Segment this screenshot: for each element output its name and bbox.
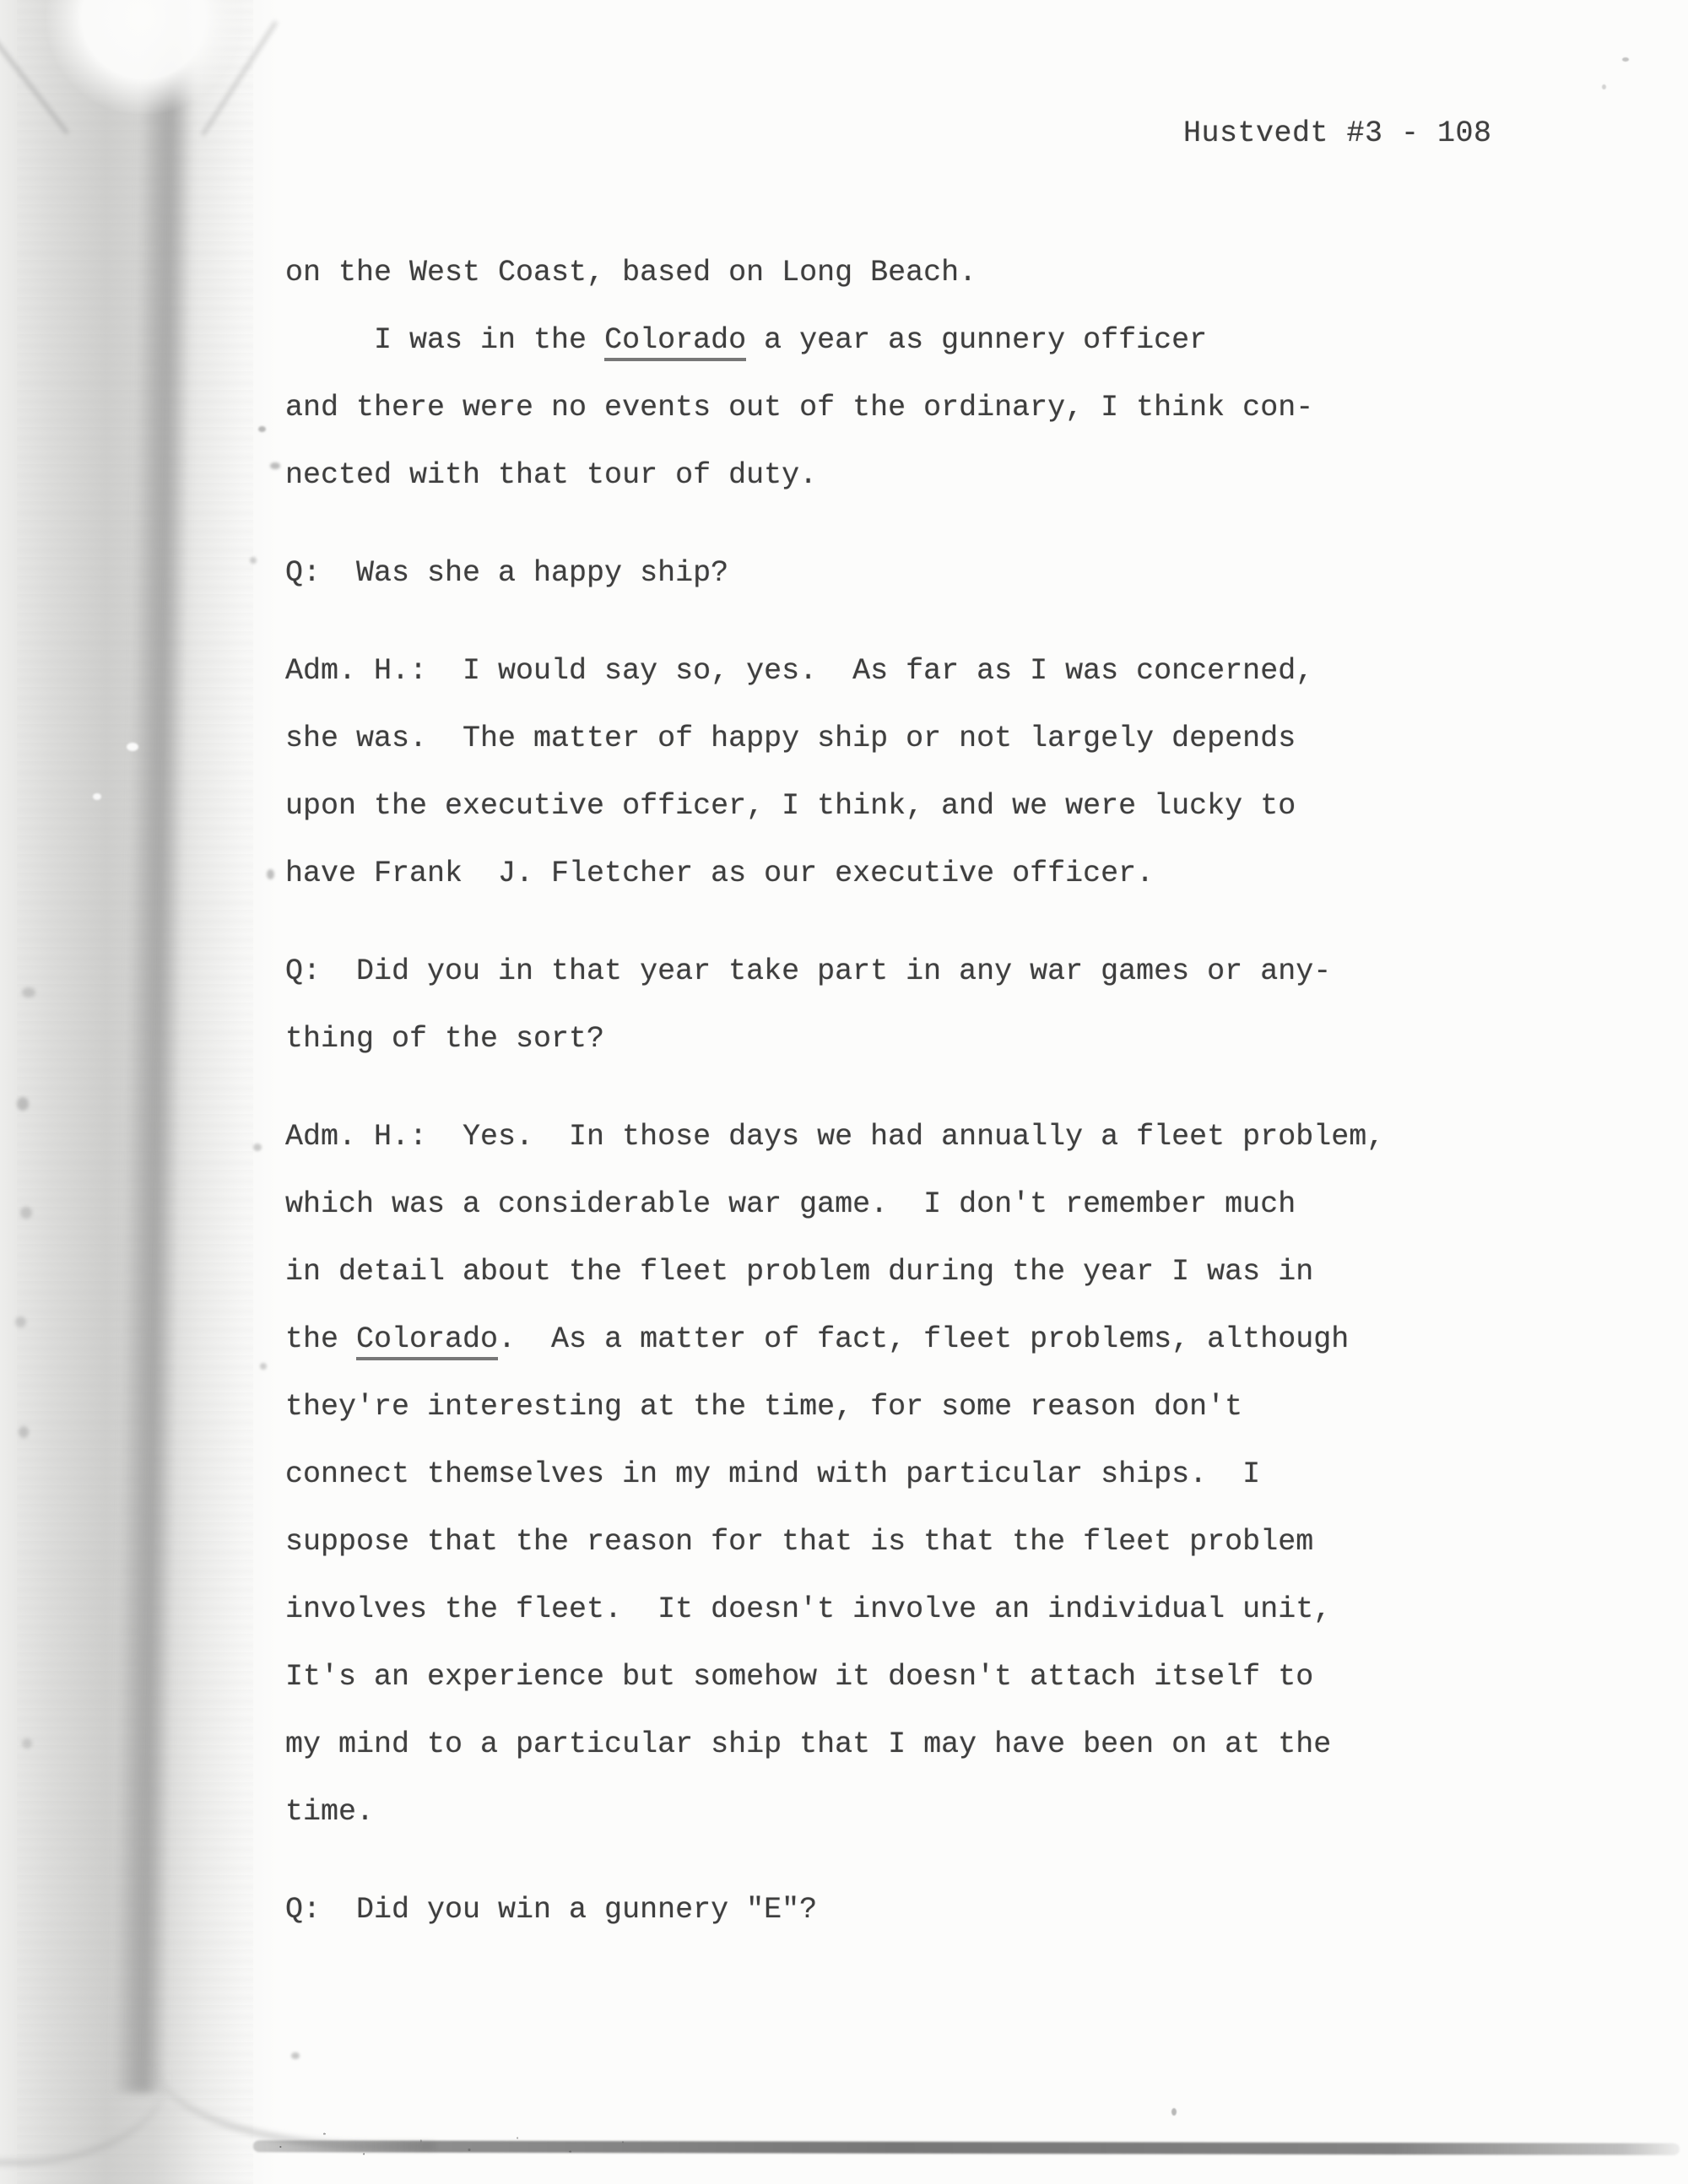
answer-block	[285, 637, 1534, 907]
text-segment: time.	[285, 1795, 375, 1829]
text-segment: my mind to a particular ship that I may have been on at the	[285, 1727, 1332, 1761]
text-line	[285, 539, 1534, 607]
paragraph-block	[285, 239, 1534, 509]
text-line	[285, 1778, 1534, 1846]
page-header: Hustvedt #3 - 108	[1183, 116, 1492, 150]
scan-speck	[267, 869, 274, 879]
scan-speck	[20, 1207, 32, 1219]
text-segment: and there were no events out of the ordinary, I think con-	[285, 391, 1314, 424]
scan-speck	[22, 987, 35, 997]
text-line	[285, 840, 1534, 907]
text-line	[285, 1306, 1534, 1373]
text-line	[285, 1441, 1534, 1508]
text-segment: have Frank J. Fletcher as our executive officer.	[285, 857, 1155, 890]
text-segment: connect themselves in my mind with particular ships. I	[285, 1457, 1261, 1491]
text-segment: a year as gunnery officer	[746, 323, 1208, 357]
text-line	[285, 441, 1534, 509]
text-line	[285, 1170, 1534, 1238]
text-segment: Q: Did you win a gunnery "E"?	[285, 1893, 818, 1927]
scan-speck	[127, 743, 138, 751]
text-line	[285, 637, 1534, 705]
text-segment: which was a considerable war game. I don't remember much	[285, 1187, 1296, 1221]
text-segment: the	[285, 1322, 357, 1356]
text-segment: It's an experience but somehow it doesn't attach itself to	[285, 1660, 1314, 1694]
scan-speck	[291, 2052, 300, 2059]
text-segment: she was. The matter of happy ship or not largely depends	[285, 722, 1296, 755]
scan-speck	[15, 1316, 26, 1327]
scan-speck	[22, 1738, 32, 1749]
text-segment: involves the fleet. It doesn't involve an individual unit,	[285, 1592, 1332, 1626]
text-segment: thing of the sort?	[285, 1022, 605, 1056]
text-segment: nected with that tour of duty.	[285, 458, 818, 492]
text-line	[285, 1103, 1534, 1170]
answer-block	[285, 1103, 1534, 1846]
text-segment: they're interesting at the time, for some reason don't	[285, 1390, 1243, 1424]
text-line	[285, 1005, 1534, 1073]
scan-speck	[1171, 2108, 1177, 2116]
text-line	[285, 239, 1534, 306]
text-line	[285, 374, 1534, 441]
text-line	[285, 705, 1534, 772]
scan-speck	[1622, 57, 1629, 62]
scan-speck	[258, 426, 266, 432]
question-block	[285, 1876, 1534, 1943]
scan-speck	[19, 1426, 29, 1438]
text-segment: upon the executive officer, I think, and we were lucky to	[285, 789, 1296, 823]
text-line	[285, 1643, 1534, 1711]
text-line	[285, 1238, 1534, 1306]
text-line	[285, 1576, 1534, 1643]
page-curl-highlight	[46, 0, 241, 114]
text-line	[285, 1373, 1534, 1441]
underlined-ship-name: Colorado	[604, 323, 746, 361]
bottom-edge-speckle	[228, 2106, 667, 2165]
document-body	[285, 239, 1534, 1943]
scan-speck	[270, 462, 280, 469]
text-segment: . As a matter of fact, fleet problems, although	[498, 1322, 1350, 1356]
scan-speck	[93, 793, 101, 800]
question-block	[285, 539, 1534, 607]
text-segment: I was in the	[285, 323, 605, 357]
question-block	[285, 938, 1534, 1073]
text-segment: Adm. H.: Yes. In those days we had annually a fleet problem,	[285, 1120, 1385, 1154]
text-segment: Q: Was she a happy ship?	[285, 556, 729, 590]
text-line	[285, 772, 1534, 840]
text-line	[285, 306, 1534, 374]
scan-speck	[260, 1363, 267, 1370]
text-line	[285, 1508, 1534, 1576]
text-segment: suppose that the reason for that is that the fleet problem	[285, 1525, 1314, 1559]
text-segment: Adm. H.: I would say so, yes. As far as I was concerned,	[285, 654, 1314, 688]
text-segment: in detail about the fleet problem during the year I was in	[285, 1255, 1314, 1289]
text-segment: Q: Did you in that year take part in any war games or any-	[285, 954, 1332, 988]
scan-speck	[250, 557, 257, 564]
text-line	[285, 1876, 1534, 1943]
underlined-ship-name: Colorado	[356, 1322, 498, 1360]
scan-speck	[1602, 84, 1606, 89]
text-line	[285, 938, 1534, 1005]
scan-speck	[253, 1143, 262, 1151]
text-line	[285, 1711, 1534, 1778]
scan-speck	[17, 1097, 29, 1111]
text-segment: on the West Coast, based on Long Beach.	[285, 256, 977, 289]
